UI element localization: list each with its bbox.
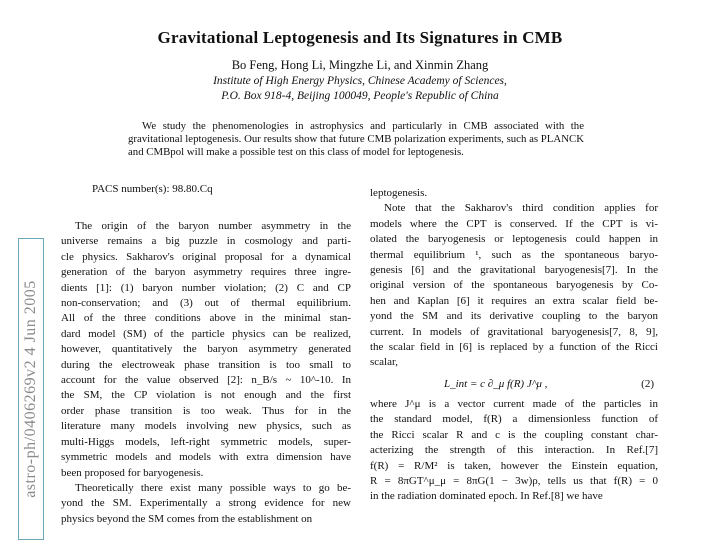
text-line: order phase transition is too weak. Thus for in the xyxy=(61,404,351,417)
text-line: f(R) = R/M² is taken, however the Einstein equation, xyxy=(370,459,658,472)
arxiv-id-stamp xyxy=(18,238,44,540)
text-line: dard model (SM) of the particle physics can be realized, xyxy=(61,327,351,340)
text-line: symmetric models and models with extra dimension have xyxy=(61,451,351,464)
equation-number: (2) xyxy=(641,377,654,390)
text-line: yond the SM. Experimentally a strong evidence for new xyxy=(61,497,351,510)
text-line: scalar, xyxy=(370,356,398,369)
text-line: thermal equilibrium ¹, such as the spontaneous baryo- xyxy=(370,248,658,261)
text-line: acterizing the strength of this interaction. In Ref.[7] xyxy=(370,444,658,457)
text-line: dients [1]: (1) baryon number violation; (2) C and CP xyxy=(61,281,351,294)
abstract: We study the phenomenologies in astrophysics and particularly in CMB associated with the gravitational leptogenesis. Our results show that future CMB polarization experiments, such as PLANCK and CMBpol will make a possible test on this class of model for leptogenesis. xyxy=(128,120,584,158)
arxiv-id-text: astro-ph/0406269v2 4 Jun 2005 xyxy=(22,280,39,498)
text-line: hen and Kaplan [6] it requires an extra scalar field be- xyxy=(370,294,658,307)
affiliation-line-2: P.O. Box 918-4, Beijing 100049, People's Republic of China xyxy=(221,90,499,102)
text-line: however, quantitatively the baryon asymmetry generated xyxy=(61,343,351,356)
text-line: genesis [6] and the gravitational baryogenesis[7]. In the xyxy=(370,264,658,277)
author-list: Bo Feng, Hong Li, Mingzhe Li, and Xinmin Zhang xyxy=(231,58,489,72)
text-line: the Ricci scalar R and c is the coupling constant char- xyxy=(370,428,658,441)
text-line: All of the three conditions above in the minimal stan- xyxy=(61,312,351,325)
equation-2 xyxy=(370,371,658,397)
paper-title: Gravitational Leptogenesis and Its Signatures in CMB xyxy=(157,28,563,47)
left-column xyxy=(61,219,351,527)
text-line: the scalar field in [6] is replaced by a function of the Ricci xyxy=(370,341,658,354)
right-column-body-bottom xyxy=(370,397,658,505)
equation-formula: L_int = c ∂_μ f(R) J^μ , xyxy=(444,377,548,390)
text-line: cle physics. Sakharov's original proposal for a dynamical xyxy=(61,250,351,263)
affiliation-line-1: Institute of High Energy Physics, Chinese Academy of Sciences, xyxy=(213,75,507,87)
text-line: account for the value observed [2]: n_B/s ~ 10^-10. In xyxy=(61,374,351,387)
right-column-body-top xyxy=(370,186,658,371)
text-line: the SM, the CP violation is not enough and the first xyxy=(61,389,351,402)
text-line: models where the CPT is conserved. If the CPT is vi- xyxy=(370,217,658,230)
text-line: original version of the spontaneous baryogenesis by Co- xyxy=(370,279,658,292)
text-line: yond the SM and its derivative coupling to the baryon xyxy=(370,310,658,323)
text-line: during the electroweak phase transition is too small to xyxy=(61,358,351,371)
text-line: olated the baryogenesis or leptogenesis could happen in xyxy=(370,233,658,246)
text-line: physics beyond the SM comes from the establishment on xyxy=(61,512,313,525)
text-line: non-conservation; and (3) out of thermal equilibrium. xyxy=(61,297,351,310)
text-line: leptogenesis. xyxy=(370,187,428,199)
text-line: literature many models involving new physics, such as xyxy=(61,420,351,433)
text-line: where J^μ is a vector current made of the particles in xyxy=(370,397,658,410)
text-line: in the radiation dominated epoch. In Ref.[8] we have xyxy=(370,490,603,503)
text-line: multi-Higgs models, left-right symmetric models, super- xyxy=(61,435,351,448)
right-column xyxy=(370,186,658,505)
text-line: Note that the Sakharov's third condition applies for xyxy=(384,202,658,215)
text-line: generation of the baryon asymmetry requires three ingre- xyxy=(61,266,351,279)
text-line: the standard model, f(R) a dimensionless function of xyxy=(370,413,658,426)
text-line: R = 8πGT^μ_μ = 8πG(1 − 3w)ρ, tells us that f(R) = 0 xyxy=(370,474,658,487)
pacs-numbers: PACS number(s): 98.80.Cq xyxy=(92,183,213,195)
text-line: universe remains a big puzzle in cosmology and parti- xyxy=(61,235,351,248)
text-line: current. In models of gravitational baryogenesis[7, 8, 9], xyxy=(370,325,658,338)
text-line: The origin of the baryon number asymmetry in the xyxy=(75,220,351,232)
text-line: Theoretically there exist many possible ways to go be- xyxy=(75,481,351,494)
text-line: been proposed for baryogenesis. xyxy=(61,466,204,479)
